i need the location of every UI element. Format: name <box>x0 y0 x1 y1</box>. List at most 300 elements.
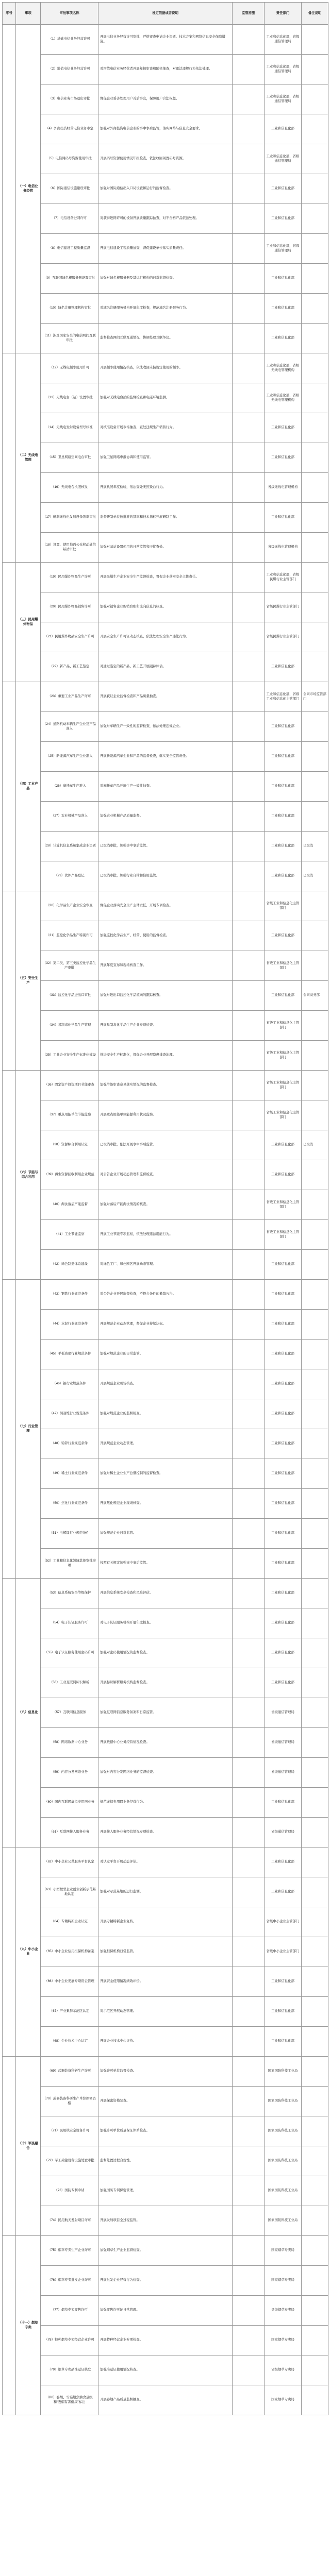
note-cell <box>302 533 328 563</box>
measure-detail-cell <box>233 652 265 682</box>
note-cell <box>302 2116 328 2146</box>
note-cell <box>302 294 328 324</box>
measure-cell: 对摩托车产品开展生产一致性抽查。 <box>98 772 233 802</box>
measure-cell: 开展焦化规范企业现场核查。 <box>98 1489 233 1519</box>
category-cell: （六）节能与综合利用 <box>16 1071 41 1280</box>
table-row <box>3 563 328 592</box>
dept-cell: 工业和信息化部 <box>265 443 302 473</box>
measure-detail-cell <box>233 1369 265 1399</box>
table-row <box>3 2355 328 2385</box>
table-row <box>3 622 328 652</box>
item-name-cell: （66）中小企业发展专项资金管理 <box>41 1967 98 1997</box>
measure-detail-cell <box>233 1907 265 1937</box>
note-cell <box>302 592 328 622</box>
item-name-cell: （49）稀土行业规范条件 <box>41 1459 98 1489</box>
measure-cell: 加强对外商投资电信企业的事中事后监管，落实网络与信息安全要求。 <box>98 114 233 144</box>
item-name-cell: （30）化学品生产企业安全审查 <box>41 891 98 921</box>
table-row <box>3 1399 328 1429</box>
measure-cell: 开展电信业务经营许可审批，严格审查申请企业资质、技术方案和网络信息安全保障措施。 <box>98 25 233 55</box>
item-name-cell: （46）铝行业规范条件 <box>41 1369 98 1399</box>
dept-cell: 工业和信息化部 <box>265 1399 302 1429</box>
row-number <box>3 563 16 682</box>
item-name-cell: （63）小型微型企业创业创新示范基地认定 <box>41 1877 98 1907</box>
item-name-cell: （58）网络数据中心业务 <box>41 1728 98 1758</box>
note-cell <box>302 1907 328 1937</box>
note-cell <box>302 2206 328 2236</box>
item-name-cell: （17）研制无线电发射设备频率审批 <box>41 503 98 533</box>
measure-cell: 对公告企业开展监督检查，不符合条件的撤销公告。 <box>98 1280 233 1310</box>
measure-cell: 开展规范企业动态管理，督促企业持续达标。 <box>98 1310 233 1340</box>
measure-detail-cell <box>233 563 265 592</box>
table-row <box>3 1907 328 1937</box>
note-cell: 已取消 <box>302 861 328 891</box>
dept-cell: 工业和信息化部 <box>265 861 302 891</box>
item-name-cell: （47）铜冶炼行业规范条件 <box>41 1399 98 1429</box>
note-cell <box>302 383 328 413</box>
dept-cell: 工业和信息化部 <box>265 324 302 353</box>
measure-detail-cell <box>233 1280 265 1310</box>
category-cell: （十一）烟草专卖 <box>16 2236 41 2415</box>
measure-detail-cell <box>233 294 265 324</box>
measure-detail-cell <box>233 2296 265 2326</box>
dept-cell: 国家国防科技工业局 <box>265 2146 302 2176</box>
dept-cell: 国家烟草专卖局 <box>265 2385 302 2415</box>
item-name-cell: （45）平板玻璃行业规范条件 <box>41 1340 98 1369</box>
note-cell <box>302 144 328 174</box>
item-name-cell: （64）专精特新企业认定 <box>41 1907 98 1937</box>
table-row <box>3 1160 328 1190</box>
measure-cell: 加强对示范基地的运行监测。 <box>98 1877 233 1907</box>
measure-detail-cell <box>233 1220 265 1250</box>
dept-cell: 工业和信息化部 <box>265 712 302 742</box>
measure-detail-cell <box>233 772 265 802</box>
dept-cell: 省级无线电管理机构 <box>265 473 302 503</box>
measure-cell: 规范虚拟专用网业务经营行为。 <box>98 1788 233 1818</box>
item-name-cell: （36）固定资产投资项目节能审查 <box>41 1071 98 1100</box>
item-name-cell: （60）国内互联网虚拟专用网业务 <box>41 1788 98 1818</box>
row-number <box>3 1071 16 1280</box>
dept-cell: 工业和信息化部 <box>265 772 302 802</box>
measure-detail-cell <box>233 2266 265 2296</box>
measure-detail-cell <box>233 2057 265 2087</box>
item-name-cell: （3）电信业务市场退出审批 <box>41 84 98 114</box>
dept-cell: 工业和信息化部 <box>265 264 302 294</box>
table-row <box>3 324 328 353</box>
row-number <box>3 1848 16 2057</box>
table-row <box>3 951 328 981</box>
item-name-cell: （70）武器装备科研生产单位保密资格 <box>41 2087 98 2116</box>
measure-cell: 对认定平台开展动态评估。 <box>98 1848 233 1877</box>
note-cell <box>302 563 328 592</box>
note-cell <box>302 1728 328 1758</box>
measure-cell: 加强对车辆生产一致性的监督检查，依法处理违规企业。 <box>98 712 233 742</box>
note-cell <box>302 622 328 652</box>
measure-detail-cell <box>233 2087 265 2116</box>
item-name-cell: （68）企业技术中心认定 <box>41 2027 98 2057</box>
table-row <box>3 204 328 234</box>
item-name-cell: （31）监控化学品生产特别许可 <box>41 921 98 951</box>
header-item-name: 审批事项名称 <box>41 3 98 25</box>
measure-cell: 开展安全生产许可证动态核查，依法处理安全生产违法行为。 <box>98 622 233 652</box>
measure-cell: 加强对进出口监控化学品流向的跟踪核查。 <box>98 981 233 1011</box>
measure-detail-cell <box>233 1728 265 1758</box>
note-cell <box>302 25 328 55</box>
dept-cell: 工业和信息化部 <box>265 1369 302 1399</box>
measure-cell: 加强对基站设置使用的日常监管和干扰查处。 <box>98 533 233 563</box>
measure-detail-cell <box>233 802 265 832</box>
dept-cell: 工业和信息化部 <box>265 294 302 324</box>
measure-detail-cell <box>233 1489 265 1519</box>
note-cell <box>302 413 328 443</box>
note-cell <box>302 1848 328 1877</box>
note-cell <box>302 1788 328 1818</box>
dept-cell: 国家国防科技工业局 <box>265 2206 302 2236</box>
note-cell <box>302 951 328 981</box>
table-row <box>3 144 328 174</box>
header-basis: 设定依据或者说明 <box>98 3 233 25</box>
table-row <box>3 1967 328 1997</box>
category-cell: （十）军民融合 <box>16 2057 41 2236</box>
item-name-cell: （39）再生资源回收利用企业规范 <box>41 1160 98 1190</box>
table-row <box>3 772 328 802</box>
dept-cell: 工业和信息化部，省级通信管理局 <box>265 84 302 114</box>
item-name-cell: （35）工业企业安全生产标准化建设 <box>41 1041 98 1071</box>
note-cell <box>302 1220 328 1250</box>
dept-cell: 省级工业和信息化主管部门 <box>265 891 302 921</box>
item-name-cell: （76）烟草专卖批发企业许可 <box>41 2266 98 2296</box>
item-name-cell: （7）电信设备进网许可 <box>41 204 98 234</box>
table-row <box>3 1489 328 1519</box>
table-row <box>3 353 328 383</box>
dept-cell: 工业和信息化部 <box>265 413 302 443</box>
dept-cell: 工业和信息化部，省级民爆行业主管部门 <box>265 563 302 592</box>
measure-cell: 加强互联网信息服务备案和日常监管。 <box>98 1698 233 1728</box>
table-row <box>3 802 328 832</box>
measure-cell: 加强农业机械产品质量监督。 <box>98 802 233 832</box>
item-name-cell: （33）监控化学品进出口审批 <box>41 981 98 1011</box>
dept-cell: 工业和信息化部 <box>265 1459 302 1489</box>
measure-cell: 开展规范企业动态管理。 <box>98 1429 233 1459</box>
dept-cell: 县级烟草专卖局 <box>265 2296 302 2326</box>
dept-cell: 工业和信息化部 <box>265 114 302 144</box>
row-number <box>3 1280 16 1579</box>
dept-cell: 工业和信息化部 <box>265 2027 302 2057</box>
note-cell <box>302 1877 328 1907</box>
measure-cell: 对获得进网许可的设备开展质量跟踪抽查，对不合格产品依法处理。 <box>98 204 233 234</box>
table-row <box>3 891 328 921</box>
measure-cell: 开展易制毒化学品生产企业专项检查。 <box>98 1011 233 1041</box>
category-cell: （一）电信业务经营 <box>16 25 41 353</box>
item-name-cell: （9）互联网域名根服务器设置审批 <box>41 264 98 294</box>
table-row <box>3 1429 328 1459</box>
note-cell <box>302 2146 328 2176</box>
dept-cell: 省级工业和信息化主管部门 <box>265 1100 302 1130</box>
measure-cell: 开展信息系统安全检查和风险评估。 <box>98 1579 233 1608</box>
table-row <box>3 1011 328 1041</box>
table-row <box>3 1698 328 1728</box>
note-cell <box>302 2176 328 2206</box>
note-cell: 会同商务部 <box>302 981 328 1011</box>
measure-cell: 对公告企业开展动态管理和监督检查。 <box>98 1160 233 1190</box>
item-name-cell: （79）烟草专卖品准运证核发 <box>41 2355 98 2385</box>
table-row <box>3 1190 328 1220</box>
measure-cell: 对域名注册服务机构开展年度检查，规范域名注册服务行为。 <box>98 294 233 324</box>
item-name-cell: （80）卷烟、雪茄烟焦油含量级和“吸烟有害健康”标注 <box>41 2385 98 2415</box>
item-name-cell: （27）农业机械产品准入 <box>41 802 98 832</box>
table-row <box>3 1668 328 1698</box>
note-cell <box>302 2326 328 2355</box>
table-row <box>3 2326 328 2355</box>
category-cell: （九）中小企业 <box>16 1848 41 2057</box>
row-number <box>3 2057 16 2236</box>
measure-cell: 开展规范企业现场核查。 <box>98 1369 233 1399</box>
dept-cell: 国家烟草专卖局 <box>265 2266 302 2296</box>
item-name-cell: （14）无线电发射设备型号核准 <box>41 413 98 443</box>
note-cell <box>302 1100 328 1130</box>
item-name-cell: （41）工业节能监察 <box>41 1220 98 1250</box>
category-cell: （三）民用爆炸物品 <box>16 563 41 682</box>
measure-detail-cell <box>233 174 265 204</box>
table-row <box>3 1340 328 1369</box>
measure-cell: 加强对稀土企业生产总量控制的监督检查。 <box>98 1459 233 1489</box>
note-cell <box>302 1190 328 1220</box>
note-cell <box>302 1937 328 1967</box>
note-cell <box>302 1011 328 1041</box>
measure-cell: 监督处置过程合规性。 <box>98 2146 233 2176</box>
table-row <box>3 264 328 294</box>
item-name-cell: （13）无线电台（站）设置审批 <box>41 383 98 413</box>
measure-detail-cell <box>233 1579 265 1608</box>
measure-detail-cell <box>233 1340 265 1369</box>
category-cell: （七）行业管理 <box>16 1280 41 1579</box>
note-cell <box>302 1608 328 1638</box>
measure-cell: 开展资金使用情况绩效评价。 <box>98 1967 233 1997</box>
note-cell <box>302 1638 328 1668</box>
item-name-cell: （18）设置、使用地面公众移动通信基站审批 <box>41 533 98 563</box>
table-row <box>3 1579 328 1608</box>
dept-cell: 工业和信息化部 <box>265 1788 302 1818</box>
item-name-cell: （77）烟草专卖零售许可 <box>41 2296 98 2326</box>
item-name-cell: （61）互联网接入服务业务 <box>41 1818 98 1848</box>
measure-cell: 开展执照年度检验，依法查处无照设台行为。 <box>98 473 233 503</box>
measure-cell: 开展获证企业监督检查和产品质量抽查。 <box>98 682 233 712</box>
header-measures: 监管措施 <box>233 3 265 25</box>
category-cell: （二）无线电管理 <box>16 353 41 563</box>
note-cell <box>302 1310 328 1340</box>
document-page <box>2 2 328 2415</box>
measure-detail-cell <box>233 1608 265 1638</box>
item-name-cell: （55）电子认证服务使用密码许可 <box>41 1638 98 1668</box>
row-number <box>3 353 16 563</box>
table-row <box>3 2266 328 2296</box>
item-name-cell: （51）电解锰行业规范条件 <box>41 1519 98 1549</box>
measure-cell: 已取消审批，加强事中事后监管。 <box>98 832 233 861</box>
item-name-cell: （22）新产品、新工艺鉴定 <box>41 652 98 682</box>
table-row <box>3 413 328 443</box>
measure-cell: 督促企业落实安全生产主体责任，开展专项检查。 <box>98 891 233 921</box>
measure-cell: 开展保密资格复查。 <box>98 2087 233 2116</box>
measure-cell: 加强监控化学品生产、经营、使用的监督检查。 <box>98 921 233 951</box>
measure-cell: 加强零售许可证日常管理。 <box>98 2296 233 2326</box>
measure-cell: 加强对国际通信出入口局设置和运行的监督检查。 <box>98 174 233 204</box>
measure-detail-cell <box>233 413 265 443</box>
measure-cell: 加强卫星网络申报协调和使用监管。 <box>98 443 233 473</box>
measure-cell: 对增值电信业务经营者开展年报审查和随机抽查，对违法违规行为依法处理。 <box>98 55 233 84</box>
note-cell <box>302 2236 328 2266</box>
measure-detail-cell <box>233 682 265 712</box>
dept-cell: 工业和信息化部 <box>265 1160 302 1190</box>
item-name-cell: （78）特种烟草专卖经营企业许可 <box>41 2326 98 2355</box>
table-row <box>3 1728 328 1758</box>
table-row <box>3 652 328 682</box>
dept-cell: 工业和信息化部 <box>265 1130 302 1160</box>
item-name-cell: （2）增值电信业务经营许可 <box>41 55 98 84</box>
measure-detail-cell <box>233 1997 265 2027</box>
dept-cell: 国家烟草专卖局 <box>265 2236 302 2266</box>
table-row <box>3 1608 328 1638</box>
table-row <box>3 1310 328 1340</box>
measure-cell: 推进安全生产标准化，督促企业开展隐患排查治理。 <box>98 1041 233 1071</box>
note-cell <box>302 264 328 294</box>
measure-detail-cell <box>233 832 265 861</box>
table-row <box>3 114 328 144</box>
measure-cell: 加强对落后产能淘汰情况的核查。 <box>98 1190 233 1220</box>
measure-cell: 对电子认证服务机构开展年度检查。 <box>98 1608 233 1638</box>
item-name-cell: （21）民用爆炸物品安全生产许可 <box>41 622 98 652</box>
item-name-cell: （73）国防专利申请 <box>41 2176 98 2206</box>
table-row <box>3 1071 328 1100</box>
measure-cell: 开展新能源汽车企业和产品的监督检查，落实安全监管责任。 <box>98 742 233 772</box>
note-cell <box>302 1250 328 1280</box>
item-name-cell: （43）钢铁行业规范条件 <box>41 1280 98 1310</box>
table-row <box>3 981 328 1011</box>
measure-cell: 开展企业技术中心评价。 <box>98 2027 233 2057</box>
note-cell <box>302 55 328 84</box>
dept-cell: 国家国防科技工业局 <box>265 2176 302 2206</box>
measure-detail-cell <box>233 503 265 533</box>
measure-cell: 开展特种经营企业专项检查。 <box>98 2326 233 2355</box>
dept-cell: 工业和信息化部 <box>265 1997 302 2027</box>
table-row <box>3 1937 328 1967</box>
dept-cell: 省级烟草专卖局 <box>265 2355 302 2385</box>
note-cell <box>302 891 328 921</box>
table-row <box>3 84 328 114</box>
measure-detail-cell <box>233 1399 265 1429</box>
note-cell <box>302 652 328 682</box>
measure-cell: 督促企业妥善处理用户善后事宜，保障用户合法权益。 <box>98 84 233 114</box>
table-row <box>3 2206 328 2236</box>
dept-cell: 工业和信息化部 <box>265 1967 302 1997</box>
dept-cell: 工业和信息化部 <box>265 1638 302 1668</box>
item-name-cell: （23）重要工业产品生产许可 <box>41 682 98 712</box>
note-cell <box>302 802 328 832</box>
dept-cell: 工业和信息化部 <box>265 1250 302 1280</box>
table-row <box>3 25 328 55</box>
note-cell <box>302 324 328 353</box>
category-cell: （五）安全生产 <box>16 891 41 1071</box>
table-row <box>3 1041 328 1071</box>
measure-cell: 开展发射项目全过程监管。 <box>98 2206 233 2236</box>
measure-cell: 加强烟草生产企业监督检查。 <box>98 2236 233 2266</box>
measure-detail-cell <box>233 2355 265 2385</box>
table-row <box>3 1758 328 1788</box>
item-name-cell: （52）工业和信息化领域其他审批事项 <box>41 1549 98 1579</box>
item-name-cell: （42）绿色制造体系建设 <box>41 1250 98 1280</box>
dept-cell: 工业和信息化部，省级通信管理局 <box>265 25 302 55</box>
measure-detail-cell <box>233 1100 265 1130</box>
measure-detail-cell <box>233 114 265 144</box>
table-row <box>3 1280 328 1310</box>
note-cell <box>302 2355 328 2385</box>
item-name-cell: （34）易制毒化学品生产管理 <box>41 1011 98 1041</box>
item-name-cell: （57）互联网信息服务 <box>41 1698 98 1728</box>
measure-detail-cell <box>233 2027 265 2057</box>
measure-cell: 加强对销售企业购销台账和流向信息的核查。 <box>98 592 233 622</box>
table-row <box>3 174 328 204</box>
item-name-cell: （59）内容分发网络业务 <box>41 1758 98 1788</box>
dept-cell: 国家烟草专卖局 <box>265 2326 302 2355</box>
measure-detail-cell <box>233 921 265 951</box>
measure-detail-cell <box>233 383 265 413</box>
note-cell <box>302 2385 328 2415</box>
measure-detail-cell <box>233 1788 265 1818</box>
measure-detail-cell <box>233 1310 265 1340</box>
note-cell <box>302 1818 328 1848</box>
note-cell <box>302 1997 328 2027</box>
table-row <box>3 1220 328 1250</box>
item-name-cell: （4）外商投资经营电信业务审定 <box>41 114 98 144</box>
category-cell: （四）工业产品 <box>16 682 41 891</box>
measure-cell: 开展年度宣布和现场核查工作。 <box>98 951 233 981</box>
row-number <box>3 25 16 353</box>
table-row <box>3 2087 328 2116</box>
note-cell <box>302 174 328 204</box>
dept-cell: 工业和信息化部 <box>265 921 302 951</box>
table-row <box>3 1130 328 1160</box>
table-body <box>3 25 328 2415</box>
note-cell: 会同市场监管部门 <box>302 682 328 712</box>
measure-detail-cell <box>233 1549 265 1579</box>
table-row <box>3 1997 328 2027</box>
measure-cell: 加强许可单位监督检查。 <box>98 2057 233 2087</box>
table-row <box>3 503 328 533</box>
table-row <box>3 2027 328 2057</box>
measure-cell: 监督研制单位按批准的频率和技术指标开展研制工作。 <box>98 503 233 533</box>
table-row <box>3 712 328 742</box>
note-cell <box>302 2087 328 2116</box>
dept-cell: 工业和信息化部 <box>265 1489 302 1519</box>
table-row <box>3 682 328 712</box>
note-cell <box>302 712 328 742</box>
table-row <box>3 2236 328 2266</box>
measure-cell: 对通过鉴定的新产品、新工艺开展跟踪评估。 <box>98 652 233 682</box>
dept-cell: 国家国防科技工业局 <box>265 2057 302 2087</box>
measure-detail-cell <box>233 1698 265 1728</box>
item-name-cell: （75）烟草专卖生产企业许可 <box>41 2236 98 2266</box>
dept-cell: 工业和信息化部 <box>265 1340 302 1369</box>
measure-cell: 开展电信建设工程质量抽查，督促建设单位落实质量责任。 <box>98 234 233 264</box>
table-row <box>3 1549 328 1579</box>
note-cell <box>302 84 328 114</box>
table-row <box>3 55 328 84</box>
item-name-cell: （50）焦化行业规范条件 <box>41 1489 98 1519</box>
table-row <box>3 383 328 413</box>
note-cell <box>302 114 328 144</box>
dept-cell: 省级无线电管理机构 <box>265 533 302 563</box>
note-cell <box>302 1549 328 1579</box>
measure-cell: 加强对域名根服务器及其运行机构的日常监督检查。 <box>98 264 233 294</box>
measure-detail-cell <box>233 742 265 772</box>
